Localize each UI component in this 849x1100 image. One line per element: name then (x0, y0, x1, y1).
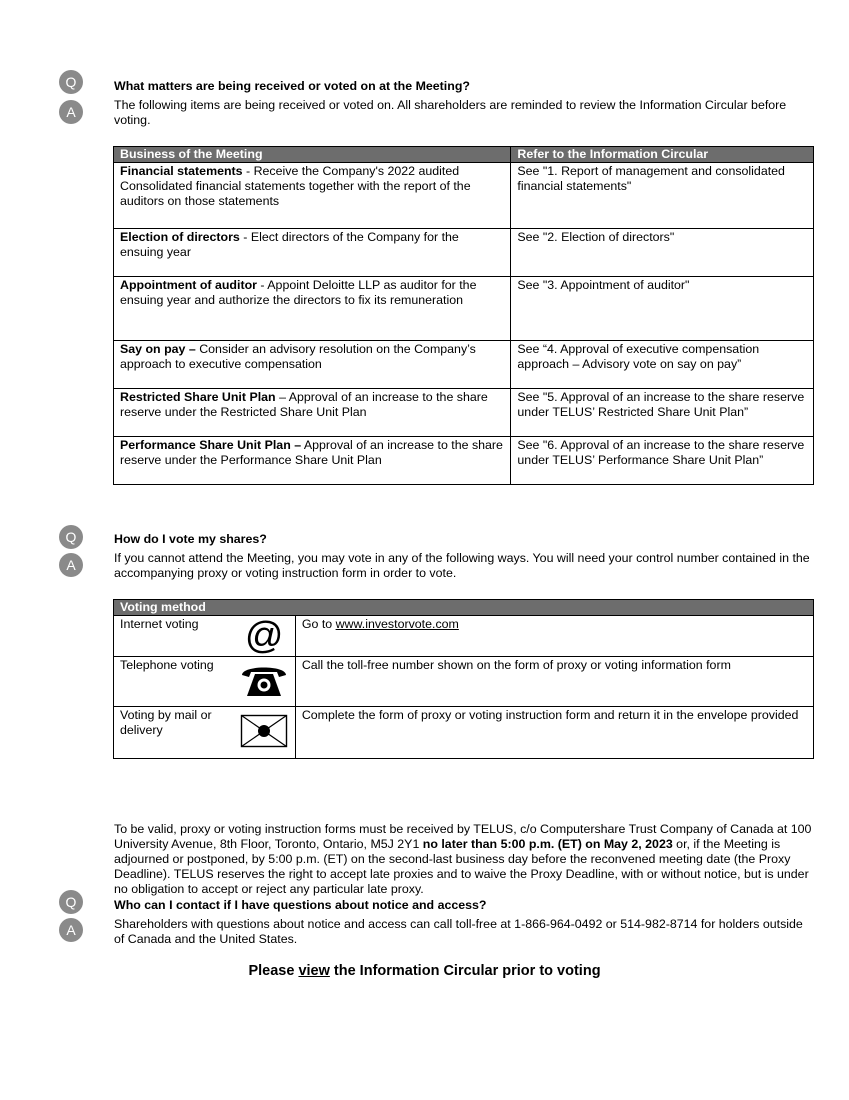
circular-reference: See "5. Approval of an increase to the share reserve under TELUS’ Restricted Share Unit Plan” (511, 389, 814, 437)
business-item: Say on pay – Consider an advisory resolution on the Company’s approach to executive compensation (114, 341, 511, 389)
telephone-icon (239, 661, 289, 699)
question-badge: Q (59, 525, 83, 549)
table-row (114, 616, 814, 657)
voting-instruction: Call the toll-free number shown on the form of proxy or voting information form (295, 657, 813, 707)
business-item: Election of directors - Elect directors of the Company for the ensuing year (114, 229, 511, 277)
voting-method-label: Internet voting (114, 616, 234, 657)
table-row (114, 163, 814, 229)
table-row (114, 389, 814, 437)
circular-reference: See "6. Approval of an increase to the share reserve under TELUS’ Performance Share Unit Plan” (511, 437, 814, 485)
circular-reference: See “4. Approval of executive compensation approach – Advisory vote on say on pay” (511, 341, 814, 389)
voting-instruction: Go to www.investorvote.com (295, 616, 813, 657)
question-heading: What matters are being received or voted on at the Meeting? (114, 79, 470, 93)
business-item: Financial statements - Receive the Company's 2022 audited Consolidated financial statements together with the report of the auditors on those statements (114, 163, 511, 229)
table-row (114, 277, 814, 341)
business-item: Restricted Share Unit Plan – Approval of an increase to the share reserve under the Restricted Share Unit Plan (114, 389, 511, 437)
business-item: Performance Share Unit Plan – Approval of an increase to the share reserve under the Performance Share Unit Plan (114, 437, 511, 485)
answer-badge: A (59, 100, 83, 124)
voting-table-header: Voting method (114, 600, 814, 616)
investorvote-link[interactable]: www.investorvote.com (335, 617, 459, 631)
view-link[interactable]: view (298, 963, 330, 979)
voting-instruction: Complete the form of proxy or voting instruction form and return it in the envelope provided (295, 707, 813, 759)
answer-badge: A (59, 553, 83, 577)
at-sign-icon: @ (244, 615, 284, 657)
voting-method-icon-cell (233, 616, 295, 657)
answer-badge: A (59, 918, 83, 942)
voting-method-icon-cell (233, 657, 295, 707)
table-row (114, 707, 814, 759)
question-heading: How do I vote my shares? (114, 532, 267, 546)
table-row (114, 341, 814, 389)
circular-reference: See "1. Report of management and consolidated financial statements" (511, 163, 814, 229)
table-row (114, 229, 814, 277)
business-table (113, 146, 814, 485)
question-heading: Who can I contact if I have questions about notice and access? (114, 898, 487, 912)
table-row (114, 437, 814, 485)
proxy-validity-paragraph: To be valid, proxy or voting instruction forms must be received by TELUS, c/o Computershare Trust Company of Canada at 100 University Avenue, 8th Floor, Toronto, Ontario, M5J 2Y1 no later than 5:00 p.m. (ET) on May 2, 2023 or, if the Meeting is adjourned or postponed, by 5:00 p.m. (ET) on the second-last business day before the reconvened meeting date (the Proxy Deadline). TELUS reserves the right to accept late proxies and to waive the Proxy Deadline, with or without notice, but is under no obligation to accept or reject any particular late proxy. (114, 822, 812, 896)
answer-text: The following items are being received or voted on. All shareholders are reminded to review the Information Circular before voting. (114, 98, 787, 127)
envelope-icon (240, 714, 288, 748)
voting-method-label: Voting by mail or delivery (114, 707, 234, 759)
voting-method-label: Telephone voting (114, 657, 234, 707)
table-row (114, 657, 814, 707)
business-item: Appointment of auditor - Appoint Deloitte LLP as auditor for the ensuing year and authorize the directors to fix its remuneration (114, 277, 511, 341)
circular-reference: See "2. Election of directors" (511, 229, 814, 277)
table-header-reference: Refer to the Information Circular (511, 147, 814, 163)
footer-note: Please view the Information Circular prior to voting (248, 963, 601, 979)
table-header-business: Business of the Meeting (114, 147, 511, 163)
question-badge: Q (59, 890, 83, 914)
voting-method-table (113, 599, 814, 759)
answer-text: Shareholders with questions about notice and access can call toll-free at 1-866-964-0492 or 514-982-8714 for holders outside of Canada and the United States. (114, 917, 803, 946)
circular-reference: See "3. Appointment of auditor" (511, 277, 814, 341)
voting-method-icon-cell (233, 707, 295, 759)
answer-text: If you cannot attend the Meeting, you may vote in any of the following ways. You will need your control number contained in the accompanying proxy or voting instruction form in order to vote. (114, 551, 810, 580)
question-badge: Q (59, 70, 83, 94)
